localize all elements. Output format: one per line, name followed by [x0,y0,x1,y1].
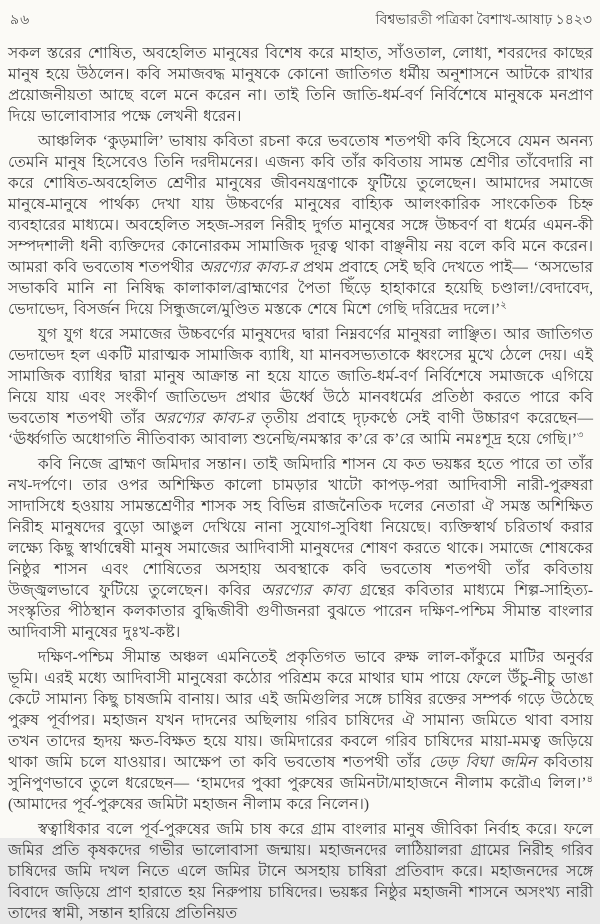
paragraph [8,131,593,320]
journal-title: বিশ্বভারতী পত্রিকা বৈশাখ-আষাঢ় ১৪২৩ [375,13,592,28]
work-title: ডেড় বিঘা জমিন [428,754,537,771]
footnote-reference: ৩ [576,429,584,441]
work-title: অরণ্যের কাব্য-র [199,259,298,276]
text-run: কবিতায় সুনিপুণভাবে তুলে ধরেছেন— ‘হামদের পুব্বা পুরুষের জমিনটা/মাহাজনে নীলাম করৌএ লিল।’ [8,754,593,792]
work-title: অরণ্যের কাব্য-র [153,410,254,427]
text-run: সকল স্তরের শোষিত, অবহেলিত মানুষের বিশেষ করে মাহাত, সাঁওতাল, লোধা, শবরদের কাছের মানুষ হয়ে উঠলেন। কবি সমাজবদ্ধ মানুষকে কোনো জাতিগত ধর্মীয় অনুশাসনে আটকে রাখার প্রয়োজনীয়তা আছে বলে মনে করেন না। তাই তিনি জাতি-ধর্ম-বর্ণ নির্বিশেষে মানুষকে মনপ্রাণ দিয়ে ভালোবাসার পক্ষে লেখনী ধরেন। [8,45,593,125]
text-run: তৃতীয় প্রবাহে দৃঢ়কণ্ঠে সেই বাণী উচ্চারণ করেছেন— ‘ঊর্ধ্বগতি অধোগতি নীতিবাক্য আবাল্য শুনেছি/নমস্কার ক’রে ক’রে আমি নমঃশূদ্র হয়ে গেছি।’ [8,410,593,448]
paragraph [8,819,593,924]
paragraph [8,647,593,815]
text-run: (আমাদের পূর্ব-পুরুষের জমিটা মহাজন নীলাম করে নিলেন।) [8,796,370,813]
footnote-reference: ৪ [586,773,593,785]
paragraph [8,454,593,643]
text-run: স্বত্বাধিকার বলে পূর্ব-পুরুষের জমি চাষ করে গ্রাম বাংলার মানুষ জীবিকা নির্বাহ করে। ফলে জমির প্রতি কৃষকদের গভীর ভালোবাসা জন্মায়। মহাজনদের লাঠিয়ালরা গ্রামের নিরীহ গরিব চাষিদের জমি দখল নিতে এলে জমির টানে অসহায় চাষিরা প্রতিবাদ করে। মহাজনদের সঙ্গে বিবাদে জড়িয়ে প্রাণ হারাতে হয় নিরুপায় চাষিদের। ভয়ঙ্কর নিষ্ঠুর মহাজনী শাসনে অসংখ্য নারী তাদের স্বামী, সন্তান হারিয়ে প্রতিনিয়ত [8,821,593,922]
text-run: গ্রন্থের কবিতার মাধ্যমে শিল্প-সাহিত্য-সংস্কৃতির পীঠস্থান কলকাতার বুদ্ধিজীবী গুণীজনরা বুঝতে পারেন দক্ষিণ-পশ্চিম সীমান্ত বাংলার আদিবাসী মানুষের দুঃখ-কষ্ট। [8,582,593,641]
page-header [8,12,593,30]
text-run: কবি নিজে ব্রাহ্মণ জমিদার সন্তান। তাই জমিদারি শাসন যে কত ভয়ঙ্কর হতে পারে তা তাঁর নখ-দর্পণে। তার ওপর অশিক্ষিত কালো চামড়ার খাটো কাপড়-পরা আদিবাসী নারী-পুরুষরা সাদাসিধে হওয়ায় সামন্তশ্রেণীর শাসক সহ বিভিন্ন রাজনৈতিক দলের নেতারা ঐ সমস্ত অশিক্ষিত নিরীহ মানুষদের বুড়ো আঙুল দেখিয়ে নানা সুযোগ-সুবিধা নিয়েছে। ব্যক্তিস্বার্থ চরিতার্থ করার লক্ষ্যে কিছু স্বার্থান্বেষী মানুষ সমাজের আদিবাসী মানুষদের শোষণ করতে থাকে। সমাজে শোষকের নিষ্ঠুর শাসন এবং শোষিতের অসহায় অবস্থাকে কবি ভবতোষ শতপথী তাঁর কবিতায় উজ্জ্বলভাবে ফুটিয়ে তুলেছেন। কবির [8,456,593,599]
footnote-reference: ২ [500,299,507,311]
paragraph [8,43,593,127]
text-run: আঞ্চলিক ‘কুড়মালি’ ভাষায় কবিতা রচনা করে ভবতোষ শতপথী কবি হিসেবে যেমন অনন্য তেমনি মানুষ হিসেবেও তিনি দরদীমনের। এজন্য কবি তাঁর কবিতায় সামন্ত শ্রেণীর তাঁবেদারি না করে শোষিত-অবহেলিত শ্রেণীর মানুষের জীবনযন্ত্রণাকে ফুটিয়ে তুলেছেন। আমাদের সমাজে মানুষে-মানুষে পার্থক্য দেখা যায় উচ্চবর্ণের মানুষের বাহ্যিক আলংকারিক সাংকেতিক চিহ্ন ব্যবহারের মাধ্যমে। অবহেলিত সহজ-সরল নিরীহ দুর্গত মানুষের সঙ্গে উচ্চবর্ণ বা ধর্মের এমন-কী সম্পদশালী ধনী ব্যক্তিদের কোনোরকম সামাজিক দূরত্ব থাকা বাঞ্ছনীয় নয় বলে কবি মনে করেন। আমরা কবি ভবতোষ শতপথীর [8,133,593,276]
paragraph [8,324,593,450]
page-number: ৯৬ [10,13,31,28]
work-title: অরণ্যের কাব্য [260,582,350,599]
text-run: যুগ যুগ ধরে সমাজের উচ্চবর্ণের মানুষদের দ্বারা নিম্নবর্ণের মানুষরা লাঞ্ছিত। আর জাতিগত ভেদাভেদ হল একটি মারাত্মক সামাজিক ব্যাধি, যা মানবসভ্যতাকে ধ্বংসের মুখে ঠেলে দেয়। এই সামাজিক ব্যাধির দ্বারা মানুষ আক্রান্ত না হয়ে যাতে জাতি-ধর্ম-বর্ণ নির্বিশেষে সমাজকে এগিয়ে নিয়ে যায় এবং সংকীর্ণ জাতিভেদ প্রথার ঊর্ধ্বে উঠে মানবধর্মের প্রতিষ্ঠা করতে পারে কবি ভবতোষ শতপথী তাঁর [8,326,593,427]
text-run: প্রথম প্রবাহে সেই ছবি দেখতে পাই— ‘অসভোর সভাকবি মানি না নিষিদ্ধ কালাকাল/ব্রাহ্মণের পৈতা ছিঁড়ে হাহাকারে হয়েছি চণ্ডাল!/বেদাবেদ, ভেদাভেদ, বিসর্জন দিয়ে সিন্ধুজলে/মুণ্ডিত মস্তকে শেষে মিশে গেছি দরিদ্রের দলে।’ [8,259,593,318]
text-run: দক্ষিণ-পশ্চিম সীমান্ত অঞ্চল এমনিতেই প্রকৃতিগত ভাবে রুক্ষ লাল-কাঁকুরে মাটির অনুর্বর ভূমি। এরই মধ্যে আদিবাসী মানুষেরা কঠোর পরিশ্রম করে মাথার ঘাম পায়ে ফেলে উঁচু-নীচু ডাঙা কেটে সামান্য কিছু চাষজমি বানায়। আর এই জমিগুলির সঙ্গে চাষির রক্তের সম্পর্ক গড়ে উঠেছে পুরুষ পূর্বাপর। মহাজন যখন দাদনের অছিলায় গরিব চাষিদের ঐ সামান্য জমিতে থাবা বসায় তখন তাদের হৃদয় ক্ষত-বিক্ষত হয়ে যায়। জমিদারের কবলে গরিব চাষিদের মায়া-মমত্ব জড়িয়ে থাকা জমি চলে যাওয়ার। আক্ষেপ তা কবি ভবতোষ শতপথী তাঁর [8,649,593,771]
article-body [8,43,593,924]
